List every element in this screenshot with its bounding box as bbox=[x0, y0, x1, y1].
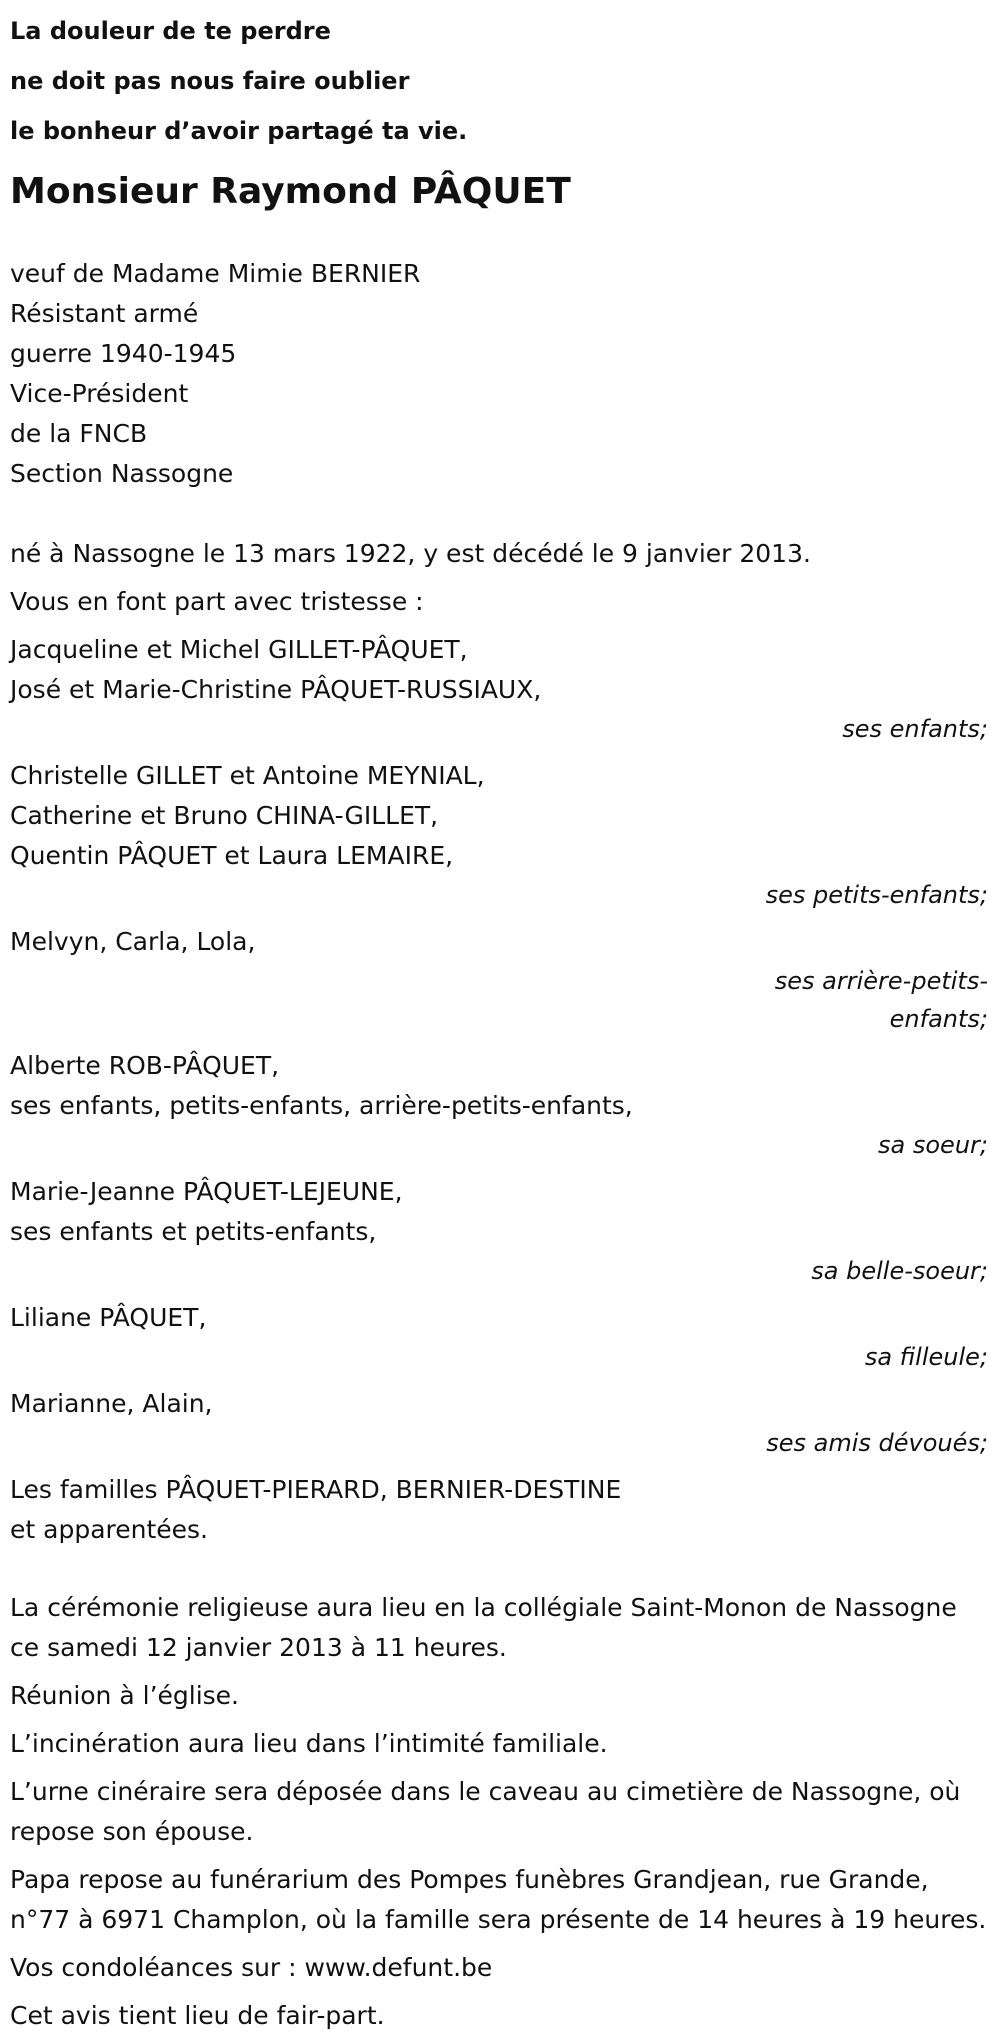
bio-line: de la FNCB bbox=[10, 419, 148, 448]
family-group-children bbox=[10, 630, 990, 748]
ceremony-paragraph: Papa repose au funérarium des Pompes funèbres Grandjean, rue Grande, n°77 à 6971 Champlon, où la famille sera présente de 14 heures à 19 heures. bbox=[10, 1865, 987, 1934]
poem-line: le bonheur d’avoir partagé ta vie. bbox=[10, 117, 468, 145]
family-line: ses enfants, petits-enfants, arrière-petits-enfants, bbox=[10, 1091, 633, 1120]
announcement-intro: Vous en font part avec tristesse : bbox=[10, 587, 424, 616]
family-group-grandchildren bbox=[10, 756, 990, 914]
family-line: Catherine et Bruno CHINA-GILLET, bbox=[10, 801, 439, 830]
poem-line: ne doit pas nous faire oublier bbox=[10, 67, 410, 95]
family-line: Liliane PÂQUET, bbox=[10, 1303, 207, 1332]
family-group-goddaughter bbox=[10, 1298, 990, 1376]
poem-line: La douleur de te perdre bbox=[10, 17, 331, 45]
family-group-sister-in-law bbox=[10, 1172, 990, 1290]
ceremony-paragraph: La cérémonie religieuse aura lieu en la collégiale Saint-Monon de Nassogne ce samedi 12 janvier 2013 à 11 heures. bbox=[10, 1593, 957, 1662]
families-closing bbox=[10, 1470, 990, 1550]
family-relation: sa belle-soeur; bbox=[811, 1257, 988, 1285]
family-line: José et Marie-Christine PÂQUET-RUSSIAUX, bbox=[10, 675, 542, 704]
family-relation: ses amis dévoués; bbox=[766, 1429, 988, 1457]
birth-death-dates: né à Nassogne le 13 mars 1922, y est décédé le 9 janvier 2013. bbox=[10, 539, 811, 568]
family-relation: sa soeur; bbox=[878, 1131, 988, 1159]
family-line: Christelle GILLET et Antoine MEYNIAL, bbox=[10, 761, 485, 790]
family-line: et apparentées. bbox=[10, 1515, 208, 1544]
family-group-friends bbox=[10, 1384, 990, 1462]
bio-line: Résistant armé bbox=[10, 299, 199, 328]
biography bbox=[10, 254, 990, 494]
ceremony-paragraph: L’urne cinéraire sera déposée dans le caveau au cimetière de Nassogne, où repose son épouse. bbox=[10, 1777, 961, 1846]
condolences-paragraph: Vos condoléances sur : www.defunt.be bbox=[10, 1953, 493, 1982]
family-line: Marianne, Alain, bbox=[10, 1389, 213, 1418]
family-line: Melvyn, Carla, Lola, bbox=[10, 927, 256, 956]
family-line: Alberte ROB-PÂQUET, bbox=[10, 1051, 280, 1080]
closing-notice: Cet avis tient lieu de fair-part. bbox=[10, 2001, 385, 2030]
bio-line: Vice-Président bbox=[10, 379, 189, 408]
ceremony-paragraph: Réunion à l’église. bbox=[10, 1681, 240, 1710]
family-line: Les familles PÂQUET-PIERARD, BERNIER-DESTINE bbox=[10, 1475, 622, 1504]
family-line: ses enfants et petits-enfants, bbox=[10, 1217, 377, 1246]
family-group-sister bbox=[10, 1046, 990, 1164]
family-line: Marie-Jeanne PÂQUET-LEJEUNE, bbox=[10, 1177, 403, 1206]
family-line: Quentin PÂQUET et Laura LEMAIRE, bbox=[10, 841, 454, 870]
ceremony-details bbox=[10, 1588, 990, 2036]
bio-line: veuf de Madame Mimie BERNIER bbox=[10, 259, 421, 288]
family-group-great-grandchildren bbox=[10, 922, 990, 1038]
obituary-notice bbox=[10, 0, 990, 2044]
bio-line: guerre 1940-1945 bbox=[10, 339, 237, 368]
deceased-name: Monsieur Raymond PÂQUET bbox=[10, 171, 571, 212]
bio-line: Section Nassogne bbox=[10, 459, 234, 488]
family-relation: sa filleule; bbox=[864, 1343, 988, 1371]
ceremony-paragraph: L’incinération aura lieu dans l’intimité familiale. bbox=[10, 1729, 608, 1758]
family-relation: ses enfants; bbox=[842, 715, 988, 743]
family-relation: ses petits-enfants; bbox=[765, 881, 988, 909]
family-relation: ses arrière-petits-enfants; bbox=[774, 967, 988, 1033]
family-line: Jacqueline et Michel GILLET-PÂQUET, bbox=[10, 635, 468, 664]
poem bbox=[10, 6, 990, 156]
